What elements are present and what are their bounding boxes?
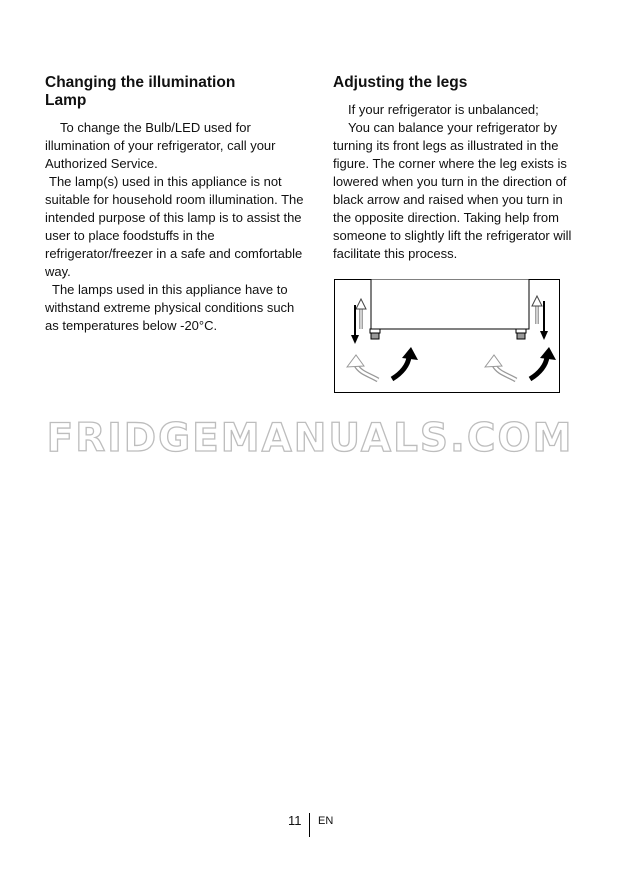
- legs-paragraph-1: If your refrigerator is unbalanced;: [348, 102, 539, 117]
- lamp-title-line1: Changing the illumination: [45, 74, 236, 91]
- right-foot-icon: [516, 329, 526, 339]
- page-number: 11: [288, 813, 302, 828]
- footer-divider: [309, 813, 310, 837]
- left-foot-icon: [370, 329, 380, 339]
- lamp-section: [45, 74, 305, 335]
- legs-section: [333, 74, 583, 263]
- legs-paragraph-2: You can balance your refrigerator by turning its front legs as illustrated in the figure. The corner where the leg exists is lowered when you turn in the direction of black arrow and raised when you turn in the opposite direction. Taking help from someone to slightly lift the refrigerator will facilitate this process.: [333, 120, 572, 261]
- lamp-paragraph-1: To change the Bulb/LED used for illumination of your refrigerator, call your Authorized Service.: [45, 120, 276, 171]
- lamp-paragraph-3: The lamps used in this appliance have to withstand extreme physical conditions such as temperatures below -20°C.: [45, 282, 295, 333]
- refrigerator-body-illustration: [371, 279, 529, 329]
- legs-section-title: Adjusting the legs: [333, 74, 468, 91]
- lamp-section-title: [45, 74, 305, 110]
- lamp-title-line2: Lamp: [45, 92, 87, 109]
- watermark: FRIDGEMANUALS.COM: [46, 416, 574, 461]
- lamp-paragraph-2: The lamp(s) used in this appliance is not suitable for household room illumination. The intended purpose of this lamp is to assist the user to place foodstuffs in the refrigerator/freezer in a safe and comfortable way.: [45, 174, 304, 279]
- leg-adjustment-figure: [334, 279, 560, 393]
- language-code: EN: [318, 815, 334, 827]
